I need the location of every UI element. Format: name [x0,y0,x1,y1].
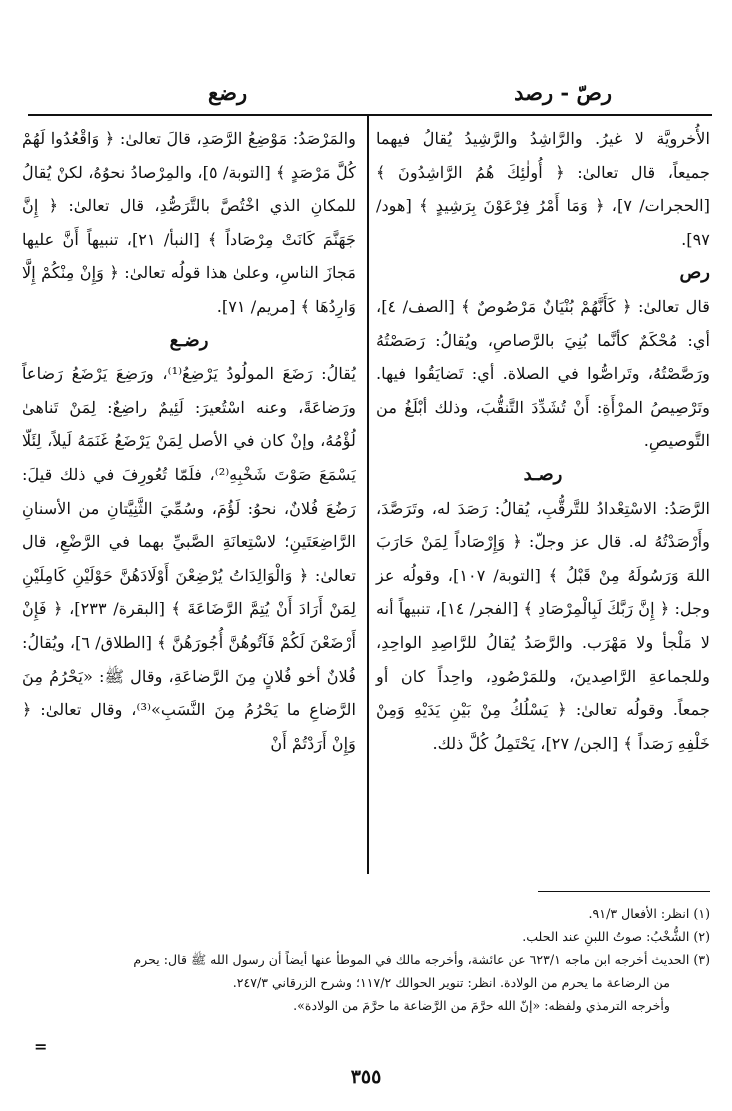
entry-heading-rass: رص [679,262,710,284]
column-divider [367,116,369,874]
footnote-3: (٣) الحديث أخرجه ابن ماجه ٦٢٣/١ عن عائشة، وأخرجه مالك في الموطأ عنها أيضاً أن رسول الله ﷺ قال: يحرم [133,952,710,967]
footnote-3-line-3: وأخرجه الترمذي ولفظه: «إنّ الله حرَّمَ من الرَّضاعة ما حرَّمَ من الولادة». [293,998,670,1013]
footnote-2: (٢) الشُّخْبُ: صوتُ اللبنِ عند الحلب. [522,929,710,944]
footnote-rule [538,891,710,892]
footnotes [20,902,710,1017]
continuation-mark: = [34,1037,48,1056]
paragraph: والمَرْصَدُ: مَوْضِعُ الرَّصَدِ، قالَ تعالىٰ: ﴿ وَاقْعُدُوا لَهُمْ كُلَّ مَرْصَدٍ ﴾ [التوبة/ ٥]، والمِرْصادُ نحوُهُ، لكنْ يُقالُ للمكانِ الذي اخْتُصَّ بالتَّرَصُّدِ، قال تعالىٰ: ﴿ إِنَّ جَهَنَّمَ كَانَتْ مِرْصَاداً ﴾ [النبأ/ ٢١]، تنبيهاً أَنَّ عليها مَجازَ الناسِ، وعلىٰ هذا قولُه تعالىٰ: ﴿ وَإِنْ مِنْكُمْ إِلَّا وَارِدُهَا ﴾ [مريم/ ٧١]. [22,129,356,316]
paragraph: الأُخرويَّة لا غيرُ. والرَّاشِدُ والرَّشِيدُ يُقالُ فيهما جميعاً، قال تعالىٰ: ﴿ أُولٰئِكَ هُمُ الرَّاشِدُونَ ﴾ [الحجرات/ ٧]، ﴿ وَمَا أَمْرُ فِرْعَوْنَ بِرَشِيدٍ ﴾ [هود/ ٩٧]. [376,129,710,249]
header-rule [28,114,712,116]
page-number: ٣٥٥ [350,1066,382,1088]
entry-heading-rasad: رصـد [523,463,563,485]
paragraph: الرَّصَدُ: الاسْتِعْدادُ للتَّرقُّبِ، يُقالُ: رَصَدَ له، وتَرَصَّدَ، وأَرْصَدْتُهُ له. قال عز وجلّ: ﴿ وَإِرْصَاداً لِمَنْ حَارَبَ اللهَ وَرَسُولَهُ مِنْ قَبْلُ ﴾ [التوبة/ ١٠٧]، وقولُه عز وجل: ﴿ إِنَّ رَبَّكَ لَبِالْمِرْصَادِ ﴾ [الفجر/ ١٤]، تنبيهاً أنه لا مَلْجأ ولا مَهْرَب. والرَّصَدُ يُقالُ للرَّاصِدِ الواحِدِ، وللجماعةِ الرَّاصِدينَ، وللمَرْصُودِ، واحِداً كان أو جمعاً. وقولُه تعالىٰ: ﴿ يَسْلُكُ مِنْ بَيْنِ يَدَيْهِ وَمِنْ خَلْفِهِ رَصَداً ﴾ [الجن/ ٢٧]، يَحْتَمِلُ كُلَّ ذلك. [376,498,710,753]
footnote-3-line-2: من الرضاعة ما يحرم من الولادة. انظر: تنوير الحوالك ١١٧/٢؛ وشرح الزرقاني ٢٤٧/٣. [232,975,670,990]
left-column [22,122,356,760]
header-left-title: رضع [208,80,248,105]
header-right-title: رصّ - رصد [514,80,612,105]
entry-heading-rada: رضـع [169,329,209,351]
right-column [376,122,710,760]
paragraph: قال تعالىٰ: ﴿ كَأَنَّهُمْ بُنْيَانٌ مَرْصُوصٌ ﴾ [الصف/ ٤]، أي: مُحْكَمٌ كأنَّما بُنِيَ بالرَّصاصِ، ويُقالُ: رَصَصْتُهُ ورَصَّصْتُهُ، وتَراصُّوا في الصلاة. أي: تَضايَقُوا فيها. وتَرْصِيصُ المرْأَةِ: أَنْ تُشَدِّدَ التَّنقُّبَ، وذلك أبْلَغُ من التَّوصيصِ. [376,296,710,451]
footnote-1: (١) انظر: الأفعال ٩١/٣. [588,906,710,921]
paragraph: يُقالُ: رَضَعَ المولُودُ يَرْضِعُ⁽¹⁾، ورَضِعَ يَرْضَعُ رَضاعاً ورَضاعَةً، وعنه اسْتُعيرَ: لَئِيمٌ راضِعٌ: لِمَنْ تَناهىٰ لُؤْمُهُ، وإنْ كان في الأصل لِمَنْ يَرْضَعُ غَنَمَهُ لَيلاً، لِئَلّا يَسْمَعَ صَوْتَ شَخْبِهِ⁽²⁾، فلَمّا تُعُورِفَ في ذلك قيلَ: رَضُعَ فُلانٌ، نحوُ: لَؤُمَ، وسُمِّيَ الثَّنِيَّتانِ من الأسنانِ الرَّاضِعَتَينِ؛ لاسْتِعانَةِ الصَّبيِّ بهما في الرَّضْعِ، قال تعالىٰ: ﴿ وَالْوَالِدَاتُ يُرْضِعْنَ أَوْلَادَهُنَّ حَوْلَيْنِ كَامِلَيْنِ لِمَنْ أَرَادَ أَنْ يُتِمَّ الرَّضَاعَةَ ﴾ [البقرة/ ٢٣٣]، ﴿ فَإِنْ أَرْضَعْنَ لَكُمْ فَآتُوهُنَّ أُجُورَهُنَّ ﴾ [الطلاق/ ٦]، ويُقالُ: فُلانٌ أخو فُلانٍ مِنَ الرَّضاعَةِ، وقال ﷺ: «يَحْرُمُ مِنَ الرَّضاعِ ما يَحْرُمُ مِنَ النَّسَبِ»⁽³⁾، وقال تعالىٰ: ﴿ وَإِنْ أَرَدْتُمْ أَنْ [22,364,357,753]
